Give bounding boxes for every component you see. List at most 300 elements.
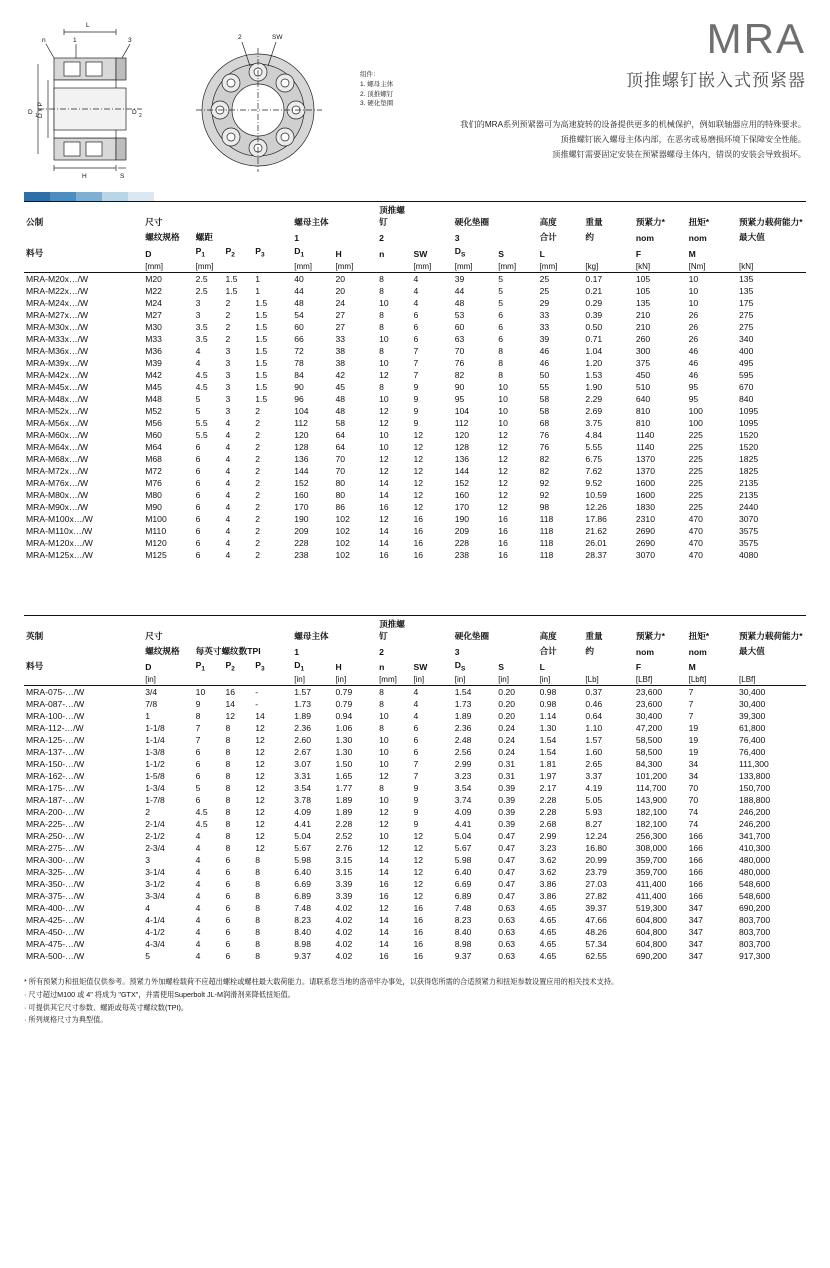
table-cell: 1.5 xyxy=(255,357,268,368)
table-cell: 8 xyxy=(255,915,261,926)
table-cell: 7/8 xyxy=(145,699,158,710)
table-cell: 810 xyxy=(635,405,651,416)
table-cell: 82 xyxy=(539,465,550,476)
table-cell: 33 xyxy=(539,309,550,320)
table-cell: M48 xyxy=(145,393,162,404)
table-cell: M22 xyxy=(145,285,162,296)
table-row xyxy=(24,938,806,950)
table-cell: 8 xyxy=(255,891,261,902)
imperial-unit-M: [Lbft] xyxy=(687,673,737,686)
table-cell: 4 xyxy=(145,903,151,914)
table-cell: 9 xyxy=(413,405,419,416)
table-cell: 2.28 xyxy=(335,819,353,830)
part-number-cell: MRA-M60x…/W xyxy=(26,429,89,440)
table-cell: 4 xyxy=(195,891,201,902)
table-cell: 8.27 xyxy=(585,819,603,830)
table-cell: 170 xyxy=(454,501,470,512)
table-cell: 16 xyxy=(413,525,424,536)
component-legend xyxy=(360,70,393,109)
table-cell: 209 xyxy=(454,525,470,536)
table-cell: 12 xyxy=(498,465,508,476)
table-cell: 1.5 xyxy=(255,345,268,356)
table-cell: 16 xyxy=(225,687,236,698)
table-cell: 136 xyxy=(454,453,470,464)
table-cell: 4.02 xyxy=(335,951,353,962)
metric-head-nutbody: 螺母主体 xyxy=(292,202,333,230)
part-number-cell: MRA-100-…/W xyxy=(26,711,85,722)
table-cell: 4 xyxy=(225,513,231,524)
table-cell: 136 xyxy=(294,453,309,464)
table-cell: 12 xyxy=(498,489,508,500)
table-cell: 3.86 xyxy=(539,879,557,890)
table-cell: 4 xyxy=(225,417,231,428)
table-cell: 210 xyxy=(635,321,651,332)
imperial-unit-D: [in] xyxy=(143,673,193,686)
table-cell: 3-3/4 xyxy=(145,891,165,902)
table-cell: 810 xyxy=(635,417,651,428)
table-cell: 1.89 xyxy=(294,711,311,722)
table-cell: 144 xyxy=(294,465,309,476)
table-cell: 1600 xyxy=(635,489,655,500)
table-cell: 175 xyxy=(739,297,754,308)
table-cell: 7 xyxy=(195,723,201,734)
table-cell: 3 xyxy=(195,309,201,320)
table-cell: 8 xyxy=(498,345,504,356)
table-cell: 1.54 xyxy=(454,687,472,698)
svg-text:D x P: D x P xyxy=(37,102,44,118)
table-cell: 8 xyxy=(255,855,261,866)
table-cell: 12 xyxy=(413,879,424,890)
table-cell: 30,400 xyxy=(635,711,663,722)
table-cell: 4.65 xyxy=(539,903,557,914)
table-cell: 8 xyxy=(379,783,384,794)
table-cell: 188,800 xyxy=(739,795,771,806)
table-cell: 6.89 xyxy=(294,891,311,902)
table-cell: 8 xyxy=(225,843,231,854)
table-cell: 3 xyxy=(225,393,231,404)
table-cell: 10 xyxy=(498,405,508,416)
table-cell: 12 xyxy=(413,477,424,488)
part-number-cell: MRA-200-…/W xyxy=(26,807,85,818)
table-cell: 2310 xyxy=(635,513,655,524)
metric-sym-F: F xyxy=(635,248,642,259)
table-cell: 19 xyxy=(688,735,699,746)
metric-head-partno: 料号 xyxy=(26,247,44,258)
table-cell: 347 xyxy=(688,927,703,938)
imperial-head-capacity: 预紧力载荷能力* xyxy=(737,615,806,643)
table-cell: 5 xyxy=(145,951,151,962)
table-cell: 16 xyxy=(413,903,424,914)
svg-text:D: D xyxy=(28,109,33,116)
table-cell: 14 xyxy=(255,711,265,722)
table-cell: 9.37 xyxy=(454,951,472,962)
table-cell: 1-1/8 xyxy=(145,723,165,734)
table-cell: 1095 xyxy=(739,417,759,428)
table-cell: 12 xyxy=(498,429,508,440)
part-number-cell: MRA-450-…/W xyxy=(26,927,85,938)
table-cell: 4 xyxy=(225,429,231,440)
part-number-cell: MRA-175-…/W xyxy=(26,783,85,794)
table-row xyxy=(24,453,806,465)
metric-sym-S: S xyxy=(498,248,505,259)
table-cell: 29 xyxy=(539,297,550,308)
table-row xyxy=(24,722,806,734)
table-cell: 0.31 xyxy=(498,759,516,770)
table-cell: 1.5 xyxy=(255,321,268,332)
table-cell: 0.39 xyxy=(498,807,516,818)
table-cell: 3070 xyxy=(739,513,759,524)
metric-sym-n: n xyxy=(379,248,385,259)
table-cell: 12 xyxy=(379,843,389,854)
imperial-unit-L: [in] xyxy=(538,673,584,686)
table-cell: 1.73 xyxy=(294,699,311,710)
color-bar-segment-1 xyxy=(50,192,76,201)
table-cell: 7 xyxy=(688,711,694,722)
table-cell: 144 xyxy=(454,465,470,476)
table-cell: 0.47 xyxy=(498,855,516,866)
table-cell: 1825 xyxy=(739,453,759,464)
table-cell: 6 xyxy=(225,867,231,878)
table-cell: 2.68 xyxy=(539,819,557,830)
table-cell: 98 xyxy=(539,501,550,512)
table-cell: 55 xyxy=(539,381,550,392)
part-number-cell: MRA-325-…/W xyxy=(26,867,85,878)
table-cell: 58,500 xyxy=(635,747,663,758)
table-cell: 595 xyxy=(739,369,754,380)
table-cell: 45 xyxy=(335,381,346,392)
table-cell: 28.37 xyxy=(585,549,607,560)
table-cell: 10 xyxy=(688,297,699,308)
table-cell: 3/4 xyxy=(145,687,158,698)
table-cell: 6.69 xyxy=(454,879,472,890)
imperial-head-partno: 料号 xyxy=(26,661,44,672)
table-cell: 4 xyxy=(225,489,231,500)
table-cell: 34 xyxy=(688,759,699,770)
table-cell: 8 xyxy=(379,699,384,710)
part-number-cell: MRA-250-…/W xyxy=(26,831,85,842)
table-cell: 0.47 xyxy=(498,843,516,854)
table-cell: 548,600 xyxy=(739,891,771,902)
metric-sym-P2: $P_2$ xyxy=(225,246,235,259)
table-cell: 6 xyxy=(413,735,419,746)
table-cell: 2 xyxy=(255,417,261,428)
table-cell: 1 xyxy=(255,285,261,296)
table-cell: 64 xyxy=(335,429,346,440)
table-cell: 1.54 xyxy=(539,747,557,758)
legend-item-3: 3. 硬化垫圈 xyxy=(360,100,394,108)
part-number-cell: MRA-400-…/W xyxy=(26,903,85,914)
table-cell: 3.07 xyxy=(294,759,311,770)
table-cell: 0.24 xyxy=(498,747,516,758)
table-cell: 3.23 xyxy=(454,771,472,782)
table-cell: 3070 xyxy=(635,549,655,560)
metric-unit-Ds: [mm] xyxy=(453,260,497,273)
table-cell: 9.37 xyxy=(294,951,311,962)
table-cell: 3.5 xyxy=(195,333,208,344)
metric-head-size: 尺寸 xyxy=(143,202,193,230)
table-cell: 14 xyxy=(379,537,389,548)
table-cell: 670 xyxy=(739,381,754,392)
table-cell: 2 xyxy=(255,453,261,464)
table-cell: 4 xyxy=(195,357,201,368)
table-cell: 1 xyxy=(145,711,151,722)
table-cell: 16 xyxy=(413,537,424,548)
table-cell: 225 xyxy=(688,489,703,500)
metric-head-height: 高度 xyxy=(538,202,584,230)
table-cell: 1140 xyxy=(635,441,655,452)
table-cell: 8 xyxy=(225,723,231,734)
table-cell: 6 xyxy=(195,465,201,476)
metric-unit-F: [kN] xyxy=(634,260,687,273)
table-cell: 225 xyxy=(688,501,703,512)
table-cell: 12 xyxy=(379,417,389,428)
table-row xyxy=(24,698,806,710)
table-row xyxy=(24,537,806,549)
table-cell: 95 xyxy=(688,381,699,392)
table-cell: 8.23 xyxy=(294,915,311,926)
table-cell: 10.59 xyxy=(585,489,607,500)
table-cell: 4.41 xyxy=(294,819,311,830)
table-cell: 4.09 xyxy=(454,807,472,818)
table-cell: 8 xyxy=(255,903,261,914)
table-cell: 8 xyxy=(498,369,504,380)
table-cell: 480,000 xyxy=(739,855,771,866)
table-row xyxy=(24,842,806,854)
table-cell: 96 xyxy=(294,393,304,404)
table-cell: 246,200 xyxy=(739,819,771,830)
table-cell: 4 xyxy=(195,879,201,890)
part-number-cell: MRA-137-…/W xyxy=(26,747,85,758)
part-number-cell: MRA-500-…/W xyxy=(26,951,85,962)
table-cell: 166 xyxy=(688,831,703,842)
imperial-sym-P3: $P_3$ xyxy=(255,659,265,673)
table-cell: 95 xyxy=(454,393,465,404)
table-cell: 1.5 xyxy=(255,333,268,344)
table-cell: 5 xyxy=(498,297,504,308)
imperial-sym-M: M xyxy=(688,662,696,673)
table-row xyxy=(24,525,806,537)
table-cell: 5 xyxy=(498,273,504,284)
product-subtitle: 顶推螺钉嵌入式预紧器 xyxy=(626,71,806,90)
imperial-head-nom1: nom xyxy=(635,646,654,657)
imperial-head-torque: 扭矩* xyxy=(687,615,737,643)
imperial-group-1: 1 xyxy=(294,646,300,657)
table-cell: 0.94 xyxy=(335,711,353,722)
imperial-head-nom2: nom xyxy=(688,646,707,657)
table-cell: 2 xyxy=(145,807,151,818)
table-cell: 102 xyxy=(335,537,350,548)
table-cell: M42 xyxy=(145,369,162,380)
table-cell: 133,800 xyxy=(739,771,771,782)
part-number-cell: MRA-112-…/W xyxy=(26,723,84,734)
footnote-1: * 所有预紧力和扭矩值仅供参考。预紧力外加螺栓载荷不应超出螺栓或螺柱最大载荷能力。请联系您当地的洛帝牢办事处，以获得您所需的合适预紧力和扭矩参数设置应用的相关技术支持。 xyxy=(24,977,619,987)
imperial-unit-Ds: [in] xyxy=(453,673,497,686)
metric-head-torque: 扭矩* xyxy=(687,202,737,230)
table-cell: 1.89 xyxy=(335,795,353,806)
table-cell: 4.5 xyxy=(195,381,208,392)
table-cell: 300 xyxy=(635,345,651,356)
table-cell: 128 xyxy=(294,441,309,452)
table-cell: 4 xyxy=(225,537,231,548)
table-cell: 6.89 xyxy=(454,891,472,902)
title-block xyxy=(393,15,806,178)
table-cell: 4.65 xyxy=(539,939,557,950)
table-cell: 2440 xyxy=(739,501,759,512)
table-cell: 4.5 xyxy=(195,369,208,380)
description-line-1: 我们的MRA系列预紧器可为高速旋转的设备提供更多的机械保护，例如联轴器应用的特殊要求。 xyxy=(460,120,806,129)
table-cell: 0.39 xyxy=(498,783,516,794)
table-cell: 5 xyxy=(195,405,201,416)
table-cell: 12 xyxy=(255,735,265,746)
table-cell: 166 xyxy=(688,867,703,878)
table-cell: 4.19 xyxy=(585,783,603,794)
table-cell: 4 xyxy=(195,951,201,962)
table-cell: 6.75 xyxy=(585,453,603,464)
part-number-cell: MRA-M72x…/W xyxy=(26,465,89,476)
table-cell: 46 xyxy=(688,369,699,380)
table-cell: 7.48 xyxy=(294,903,311,914)
table-cell: 80 xyxy=(335,477,346,488)
table-cell: 6 xyxy=(195,759,201,770)
table-cell: 1520 xyxy=(739,441,759,452)
table-cell: 9 xyxy=(413,393,419,404)
table-cell: 2 xyxy=(255,441,261,452)
table-cell: 12 xyxy=(498,477,508,488)
table-cell: 347 xyxy=(688,903,703,914)
part-number-cell: MRA-M22x…/W xyxy=(26,285,89,296)
part-number-cell: MRA-125-…/W xyxy=(26,735,85,746)
table-cell: 4 xyxy=(225,477,231,488)
table-cell: 6.69 xyxy=(294,879,311,890)
table-cell: M110 xyxy=(145,525,167,536)
metric-sym-D: D xyxy=(145,248,152,259)
table-cell: 19 xyxy=(688,747,699,758)
imperial-head-approx: 约 xyxy=(585,645,595,656)
table-cell: 166 xyxy=(688,879,703,890)
table-cell: 3-1/4 xyxy=(145,867,165,878)
table-cell: 8 xyxy=(379,345,384,356)
table-cell: 58 xyxy=(539,405,550,416)
table-cell: 2690 xyxy=(635,537,655,548)
metric-head-approx: 约 xyxy=(585,232,595,242)
table-cell: 4 xyxy=(195,867,201,878)
table-cell: 228 xyxy=(294,537,309,548)
table-cell: 20 xyxy=(335,273,346,284)
table-cell: 4 xyxy=(413,699,419,710)
table-row xyxy=(24,513,806,525)
table-cell: 1.06 xyxy=(335,723,353,734)
table-cell: 12 xyxy=(255,759,265,770)
table-cell: 9 xyxy=(413,381,419,392)
table-cell: 8.40 xyxy=(294,927,311,938)
table-cell: 4 xyxy=(225,453,231,464)
table-cell: 16 xyxy=(379,501,389,512)
metric-head-weight: 重量 xyxy=(583,202,633,230)
table-cell: 16 xyxy=(379,951,389,962)
table-cell: 470 xyxy=(688,525,703,536)
table-cell: 225 xyxy=(688,453,703,464)
table-cell: 78 xyxy=(294,357,304,368)
table-cell: 16 xyxy=(498,513,508,524)
table-cell: 1.30 xyxy=(335,735,353,746)
table-cell: 9 xyxy=(413,819,419,830)
table-cell: 510 xyxy=(635,381,651,392)
part-number-cell: MRA-M110x…/W xyxy=(26,525,93,536)
table-cell: 0.39 xyxy=(585,309,603,320)
table-cell: 33 xyxy=(335,333,346,344)
svg-text:S: S xyxy=(120,173,125,178)
table-cell: 238 xyxy=(454,549,470,560)
table-cell: 12 xyxy=(255,843,265,854)
table-cell: 4 xyxy=(195,927,201,938)
table-cell: 112 xyxy=(294,417,308,428)
part-number-cell: MRA-425-…/W xyxy=(26,915,85,926)
table-cell: 8.40 xyxy=(454,927,472,938)
table-cell: 1-3/4 xyxy=(145,783,165,794)
imperial-table-body xyxy=(24,686,806,963)
svg-text:2: 2 xyxy=(139,113,142,119)
imperial-head-height: 高度 xyxy=(538,615,584,643)
metric-unit-L: [mm] xyxy=(538,260,584,273)
table-cell: 1-5/8 xyxy=(145,771,165,782)
table-row xyxy=(24,393,806,405)
table-cell: 12 xyxy=(413,867,424,878)
table-cell: 0.47 xyxy=(498,891,516,902)
table-row xyxy=(24,489,806,501)
table-cell: 12 xyxy=(498,441,508,452)
table-cell: 12 xyxy=(379,453,389,464)
table-cell: M52 xyxy=(145,405,162,416)
table-cell: 4.02 xyxy=(335,915,353,926)
table-cell: 2 xyxy=(255,549,261,560)
table-cell: 7 xyxy=(413,369,419,380)
table-cell: 76 xyxy=(539,429,550,440)
table-cell: 128 xyxy=(454,441,470,452)
table-cell: 2690 xyxy=(635,525,655,536)
table-cell: 46 xyxy=(539,345,550,356)
table-cell: 10 xyxy=(379,831,389,842)
table-cell: 27 xyxy=(335,309,346,320)
table-cell: 6 xyxy=(195,549,201,560)
table-cell: 359,700 xyxy=(635,855,667,866)
table-cell: 0.64 xyxy=(585,711,603,722)
table-cell: 690,200 xyxy=(635,951,667,962)
metric-unit-S: [mm] xyxy=(496,260,537,273)
table-cell: 12 xyxy=(413,831,424,842)
metric-table-wrapper xyxy=(0,201,830,561)
table-cell: 4.02 xyxy=(335,903,353,914)
part-number-cell: MRA-M56x…/W xyxy=(26,417,89,428)
table-cell: 10 xyxy=(379,429,389,440)
svg-text:L: L xyxy=(86,22,90,29)
metric-unit-weight: [kg] xyxy=(583,260,633,273)
table-cell: 1.90 xyxy=(585,381,603,392)
table-cell: 7 xyxy=(413,759,419,770)
table-cell: 46 xyxy=(688,357,699,368)
table-cell: 6 xyxy=(195,501,201,512)
table-cell: 3.54 xyxy=(294,783,311,794)
metric-head-pitch: 螺距 xyxy=(195,232,213,242)
table-cell: 5.93 xyxy=(585,807,603,818)
table-cell: 12 xyxy=(379,513,389,524)
table-cell: 160 xyxy=(454,489,470,500)
table-cell: 16 xyxy=(413,939,424,950)
table-cell: 74 xyxy=(688,819,699,830)
table-cell: 14 xyxy=(379,477,389,488)
table-cell: 246,200 xyxy=(739,807,771,818)
table-cell: 40 xyxy=(294,273,304,284)
table-cell: 10 xyxy=(688,285,699,296)
